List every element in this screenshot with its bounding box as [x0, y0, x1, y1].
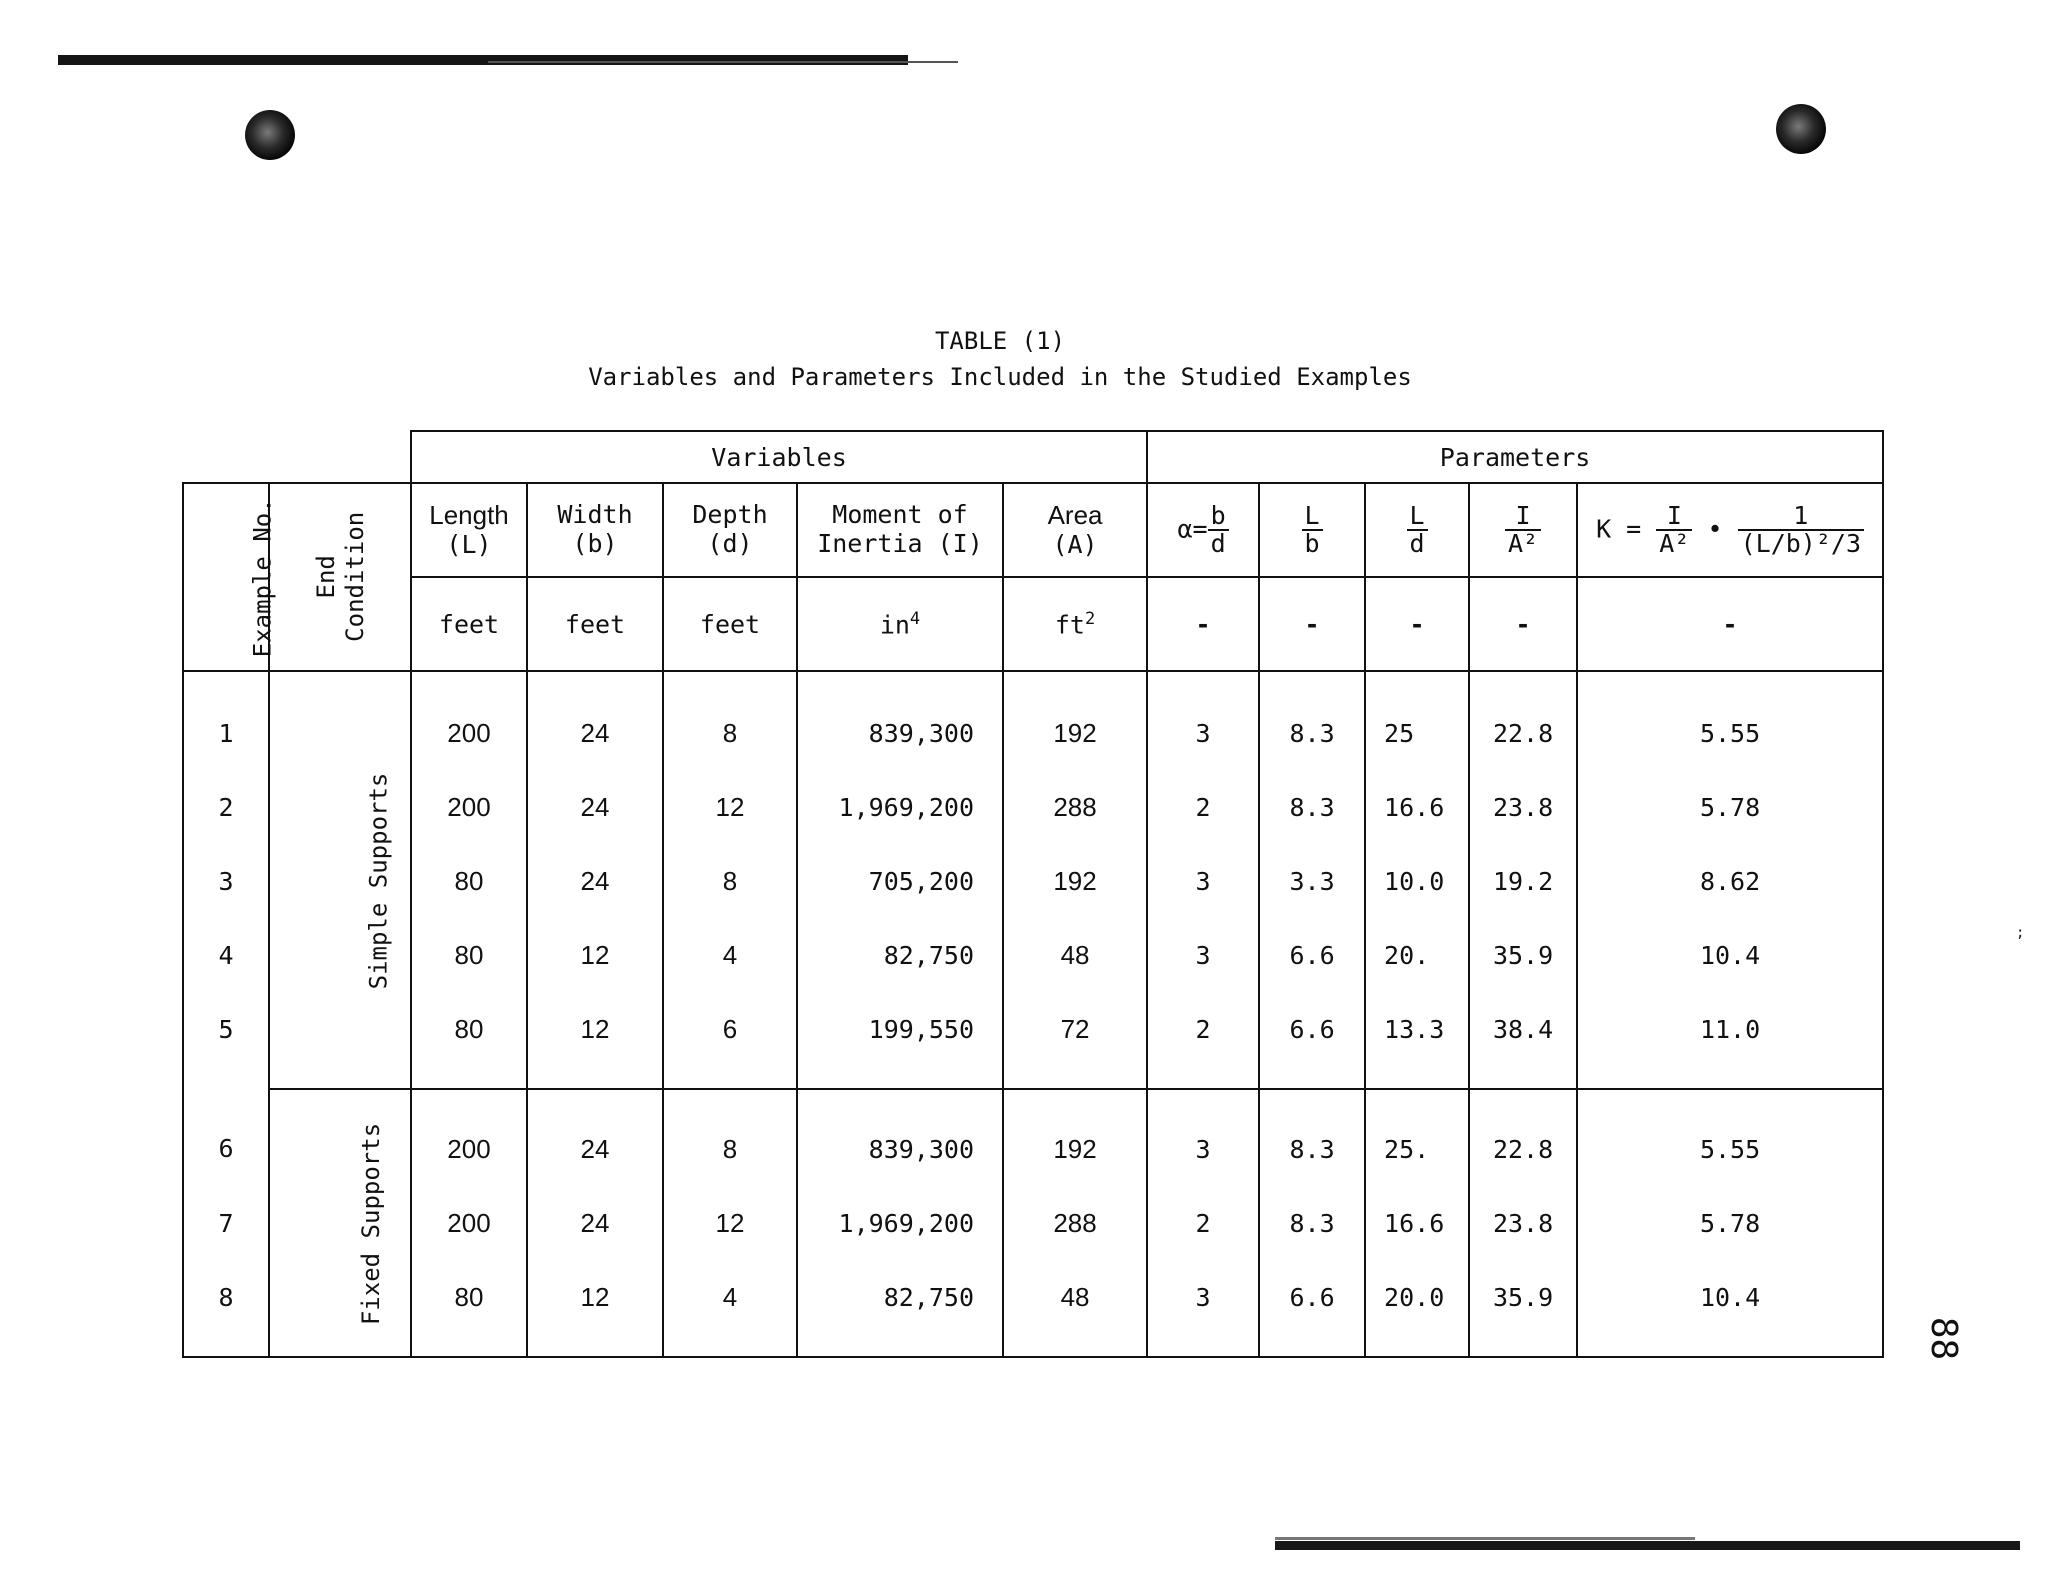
cell-k: 5.78 [1577, 770, 1883, 844]
cell-ld: 13.3 [1365, 992, 1469, 1089]
cell-lb: 6.6 [1259, 1260, 1365, 1357]
bottom-scan-bar [1275, 1541, 2020, 1550]
group-header-row [183, 431, 1883, 483]
cell-ex: 7 [183, 1186, 269, 1260]
cell-width: 12 [527, 918, 663, 992]
cell-length: 200 [411, 770, 527, 844]
cell-ex: 1 [183, 671, 269, 770]
ld-numerator: L [1407, 503, 1428, 531]
i-over-a2-fraction [1505, 500, 1541, 558]
cell-moment: 1,969,200 [797, 770, 1003, 844]
length-symbol: (L) [446, 529, 492, 559]
area-symbol: (A) [1052, 529, 1098, 559]
cell-length: 200 [411, 1089, 527, 1186]
table-row [183, 770, 1883, 844]
cell-alpha: 3 [1147, 918, 1259, 992]
cell-ld: 25 [1365, 671, 1469, 770]
table-row [183, 671, 1883, 770]
cell-width: 24 [527, 1186, 663, 1260]
cell-area: 192 [1003, 671, 1147, 770]
depth-label: Depth [692, 500, 768, 530]
example-no-label: Example No. [248, 497, 277, 657]
table-row [183, 918, 1883, 992]
cell-alpha: 3 [1147, 844, 1259, 918]
cell-lb: 3.3 [1259, 844, 1365, 918]
binder-hole-left [245, 110, 295, 160]
unit-depth: feet [663, 577, 797, 671]
cell-ld: 16.6 [1365, 1186, 1469, 1260]
lb-denominator: b [1304, 529, 1320, 558]
cell-area: 72 [1003, 992, 1147, 1089]
col-l-over-d [1365, 483, 1469, 577]
k-dot: • [1707, 514, 1723, 543]
ld-denominator: d [1409, 529, 1425, 558]
unit-area [1003, 577, 1147, 671]
cell-ld: 20.0 [1365, 1260, 1469, 1357]
cell-alpha: 3 [1147, 1260, 1259, 1357]
cell-k: 5.55 [1577, 1089, 1883, 1186]
alpha-fraction [1208, 500, 1229, 558]
cell-width: 12 [527, 1260, 663, 1357]
cell-alpha: 3 [1147, 671, 1259, 770]
unit-length: feet [411, 577, 527, 671]
unit-lb: - [1259, 577, 1365, 671]
alpha-label: α= [1177, 514, 1208, 543]
cell-ia: 19.2 [1469, 844, 1577, 918]
cell-lb: 6.6 [1259, 992, 1365, 1089]
table-row [183, 1186, 1883, 1260]
alpha-denominator: d [1210, 529, 1226, 558]
cell-moment: 839,300 [797, 1089, 1003, 1186]
unit-alpha: - [1147, 577, 1259, 671]
cell-lb: 8.3 [1259, 671, 1365, 770]
cell-moment: 839,300 [797, 671, 1003, 770]
fixed-supports-label: Fixed Supports [357, 1122, 386, 1325]
alpha-numerator: b [1208, 503, 1229, 531]
k-numerator-2: 1 [1738, 503, 1864, 531]
k-fraction-2 [1738, 500, 1864, 558]
cell-depth: 8 [663, 1089, 797, 1186]
k-denominator-1: A² [1659, 529, 1690, 558]
cell-length: 200 [411, 1186, 527, 1260]
col-moment [797, 483, 1003, 577]
cell-moment: 1,969,200 [797, 1186, 1003, 1260]
margin-mark: ; [2016, 925, 2025, 941]
cell-ex: 6 [183, 1089, 269, 1186]
cell-moment: 82,750 [797, 918, 1003, 992]
unit-moment-base: in [879, 610, 910, 640]
cell-area: 48 [1003, 918, 1147, 992]
end-condition-label [312, 512, 370, 642]
binder-hole-right [1776, 104, 1826, 154]
cell-width: 24 [527, 770, 663, 844]
cell-area: 288 [1003, 1186, 1147, 1260]
col-width [527, 483, 663, 577]
col-example-no [183, 483, 277, 671]
cell-width: 24 [527, 844, 663, 918]
cell-lb: 8.3 [1259, 1186, 1365, 1260]
cell-k: 5.55 [1577, 671, 1883, 770]
group-parameters: Parameters [1147, 431, 1883, 483]
cell-ex: 4 [183, 918, 269, 992]
cell-alpha: 3 [1147, 1089, 1259, 1186]
table-row [183, 992, 1883, 1089]
cell-k: 5.78 [1577, 1186, 1883, 1260]
col-area [1003, 483, 1147, 577]
cell-depth: 4 [663, 1260, 797, 1357]
moment-symbol: Inertia (I) [817, 529, 983, 558]
cell-lb: 8.3 [1259, 1089, 1365, 1186]
cell-ld: 20. [1365, 918, 1469, 992]
cell-depth: 8 [663, 671, 797, 770]
cell-k: 10.4 [1577, 1260, 1883, 1357]
cell-depth: 12 [663, 1186, 797, 1260]
column-header-row [183, 483, 1883, 577]
ia-numerator: I [1505, 503, 1541, 531]
cell-alpha: 2 [1147, 992, 1259, 1089]
col-alpha [1147, 483, 1259, 577]
cell-length: 80 [411, 844, 527, 918]
k-denominator-2: (L/b)²/3 [1740, 529, 1862, 558]
area-label: Area [1047, 499, 1103, 530]
cell-ia: 23.8 [1469, 1186, 1577, 1260]
cell-moment: 199,550 [797, 992, 1003, 1089]
cell-ia: 22.8 [1469, 1089, 1577, 1186]
k-label: K = [1596, 514, 1642, 543]
cell-ld: 16.6 [1365, 770, 1469, 844]
cell-k: 10.4 [1577, 918, 1883, 992]
cell-ia: 38.4 [1469, 992, 1577, 1089]
cell-depth: 4 [663, 918, 797, 992]
unit-ld: - [1365, 577, 1469, 671]
cell-lb: 6.6 [1259, 918, 1365, 992]
cell-ld: 25. [1365, 1089, 1469, 1186]
col-end-condition [269, 483, 411, 671]
cell-length: 200 [411, 671, 527, 770]
col-k [1577, 483, 1883, 577]
k-fraction-1 [1656, 500, 1692, 558]
k-numerator-1: I [1656, 503, 1692, 531]
col-depth [663, 483, 797, 577]
cell-k: 8.62 [1577, 844, 1883, 918]
group-simple-supports [269, 671, 411, 1089]
width-symbol: (b) [572, 529, 618, 558]
parameters-table [182, 430, 1884, 1358]
cell-ia: 23.8 [1469, 770, 1577, 844]
cell-lb: 8.3 [1259, 770, 1365, 844]
cell-ex: 8 [183, 1260, 269, 1357]
cell-moment: 705,200 [797, 844, 1003, 918]
cell-depth: 8 [663, 844, 797, 918]
l-over-d-fraction [1407, 500, 1428, 558]
unit-moment [797, 577, 1003, 671]
cell-area: 192 [1003, 1089, 1147, 1186]
col-length [411, 483, 527, 577]
cell-width: 24 [527, 671, 663, 770]
table-row [183, 1089, 1883, 1186]
header-spacer [183, 431, 411, 483]
table-subtitle: Variables and Parameters Included in the Studied Examples [588, 363, 1412, 391]
cell-depth: 12 [663, 770, 797, 844]
cell-alpha: 2 [1147, 1186, 1259, 1260]
unit-area-base: ft [1054, 610, 1085, 640]
unit-area-exp: 2 [1084, 608, 1096, 629]
cell-area: 192 [1003, 844, 1147, 918]
cell-length: 80 [411, 992, 527, 1089]
cell-area: 48 [1003, 1260, 1147, 1357]
cell-length: 80 [411, 918, 527, 992]
cell-ex: 2 [183, 770, 269, 844]
col-l-over-b [1259, 483, 1365, 577]
cell-k: 11.0 [1577, 992, 1883, 1089]
table-title: TABLE (1) [934, 327, 1066, 355]
cell-length: 80 [411, 1260, 527, 1357]
unit-moment-exp: 4 [909, 608, 921, 629]
cell-alpha: 2 [1147, 770, 1259, 844]
group-variables: Variables [411, 431, 1147, 483]
cell-ld: 10.0 [1365, 844, 1469, 918]
length-label: Length [429, 499, 509, 530]
cell-ia: 35.9 [1469, 918, 1577, 992]
table-row [183, 844, 1883, 918]
units-row [183, 577, 1883, 671]
end-condition-line1: End [312, 555, 341, 599]
ia-denominator: A² [1507, 529, 1539, 558]
cell-ia: 22.8 [1469, 671, 1577, 770]
l-over-b-fraction [1302, 500, 1323, 558]
unit-ia: - [1469, 577, 1577, 671]
page-number: 88 [1923, 1316, 1965, 1361]
cell-depth: 6 [663, 992, 797, 1089]
cell-ia: 35.9 [1469, 1260, 1577, 1357]
simple-supports-label: Simple Supports [364, 772, 393, 989]
cell-ex: 5 [183, 992, 269, 1089]
depth-symbol: (d) [707, 529, 753, 558]
unit-k: - [1577, 577, 1883, 671]
cell-ex: 3 [183, 844, 269, 918]
table-row [183, 1260, 1883, 1357]
cell-width: 24 [527, 1089, 663, 1186]
top-scan-bar [58, 55, 908, 65]
unit-width: feet [527, 577, 663, 671]
col-i-over-a2 [1469, 483, 1577, 577]
end-condition-line2: Condition [340, 511, 369, 643]
cell-width: 12 [527, 992, 663, 1089]
cell-moment: 82,750 [797, 1260, 1003, 1357]
lb-numerator: L [1302, 503, 1323, 531]
group-fixed-supports [269, 1089, 411, 1357]
width-label: Width [557, 500, 633, 530]
cell-area: 288 [1003, 770, 1147, 844]
moment-label: Moment of [832, 500, 968, 530]
